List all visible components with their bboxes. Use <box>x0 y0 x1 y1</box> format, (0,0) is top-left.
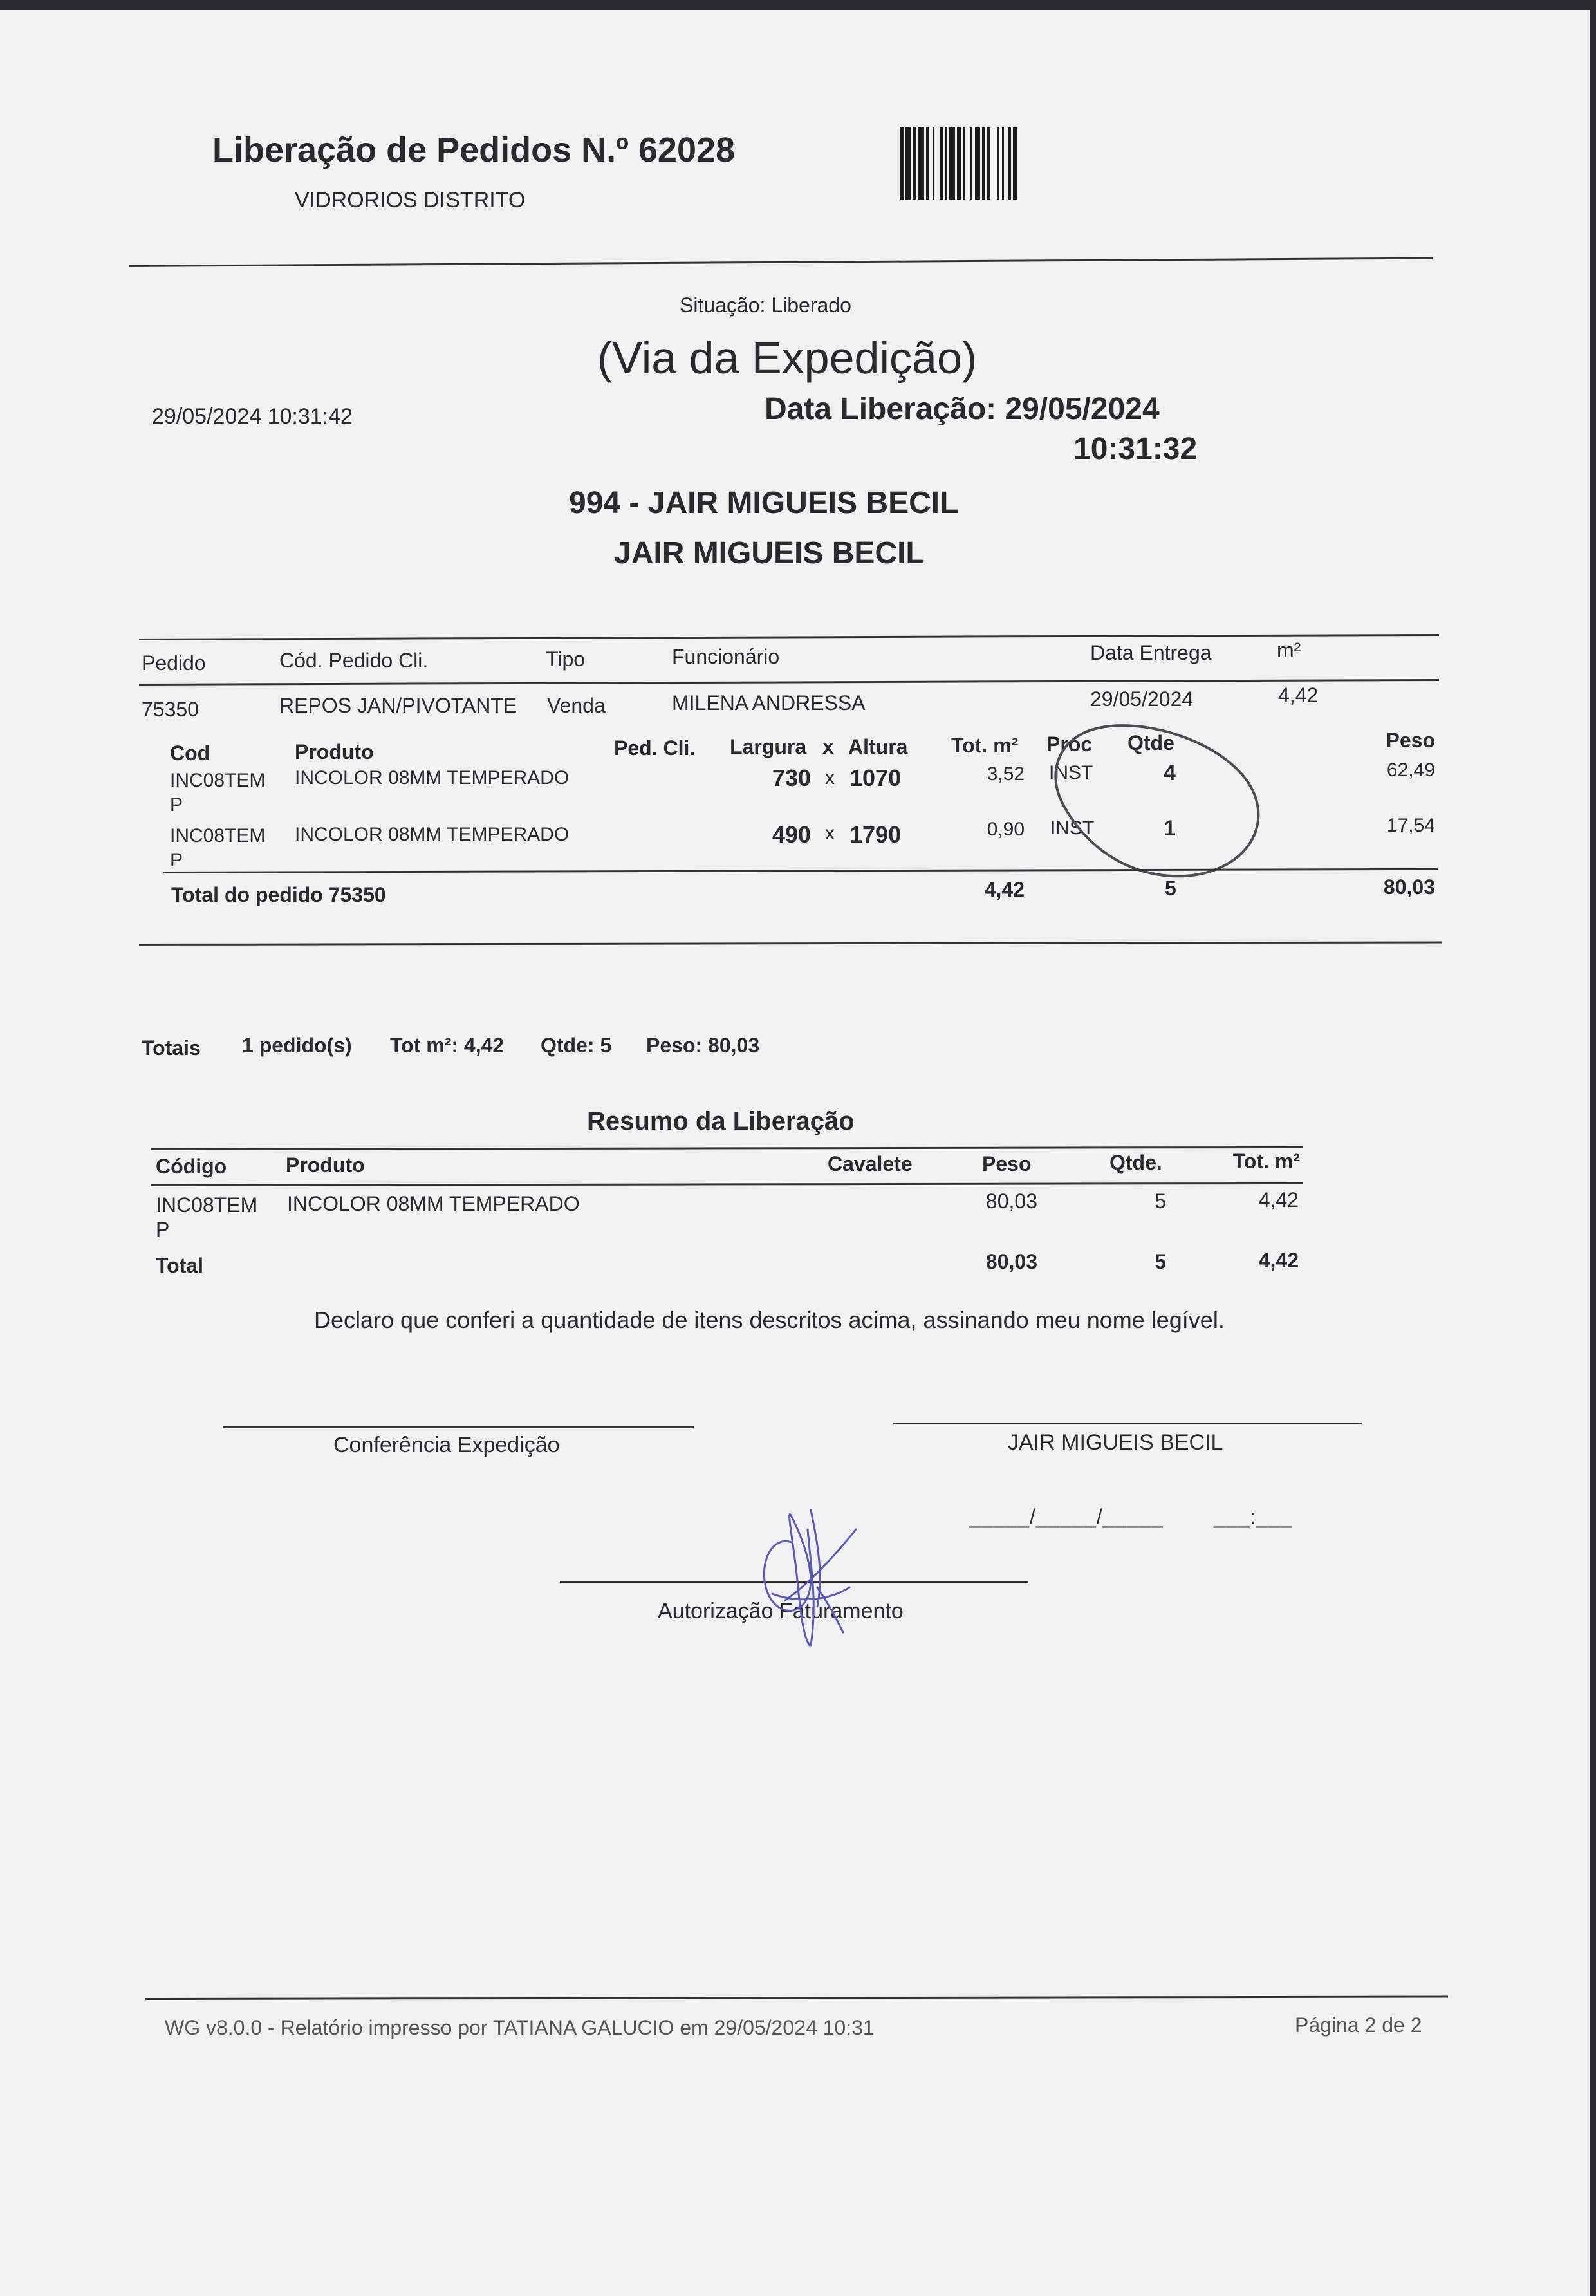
header-divider <box>129 257 1433 267</box>
order-total-qtde: 5 <box>1165 877 1176 900</box>
data-liberacao-time: 10:31:32 <box>1073 432 1198 466</box>
item-cod: INC08TEM <box>170 825 266 846</box>
resumo-col-produto: Produto <box>286 1153 365 1177</box>
item-col-largura: Largura <box>730 735 807 758</box>
order-total-label: Total do pedido 75350 <box>171 883 386 906</box>
item-x: x <box>825 767 835 789</box>
item-produto: INCOLOR 08MM TEMPERADO <box>295 824 570 845</box>
client-name: JAIR MIGUEIS BECIL <box>614 536 925 570</box>
resumo-codigo-cont: P <box>156 1218 170 1241</box>
document-page <box>0 10 1590 2296</box>
handwritten-signature <box>747 1491 875 1658</box>
pen-ellipse-mark <box>1043 718 1274 886</box>
col-pedido: Pedido <box>142 651 206 675</box>
item-cod-cont: P <box>170 850 183 871</box>
item-largura: 730 <box>772 765 811 791</box>
totais-peso: Peso: 80,03 <box>646 1034 760 1057</box>
order-pedido: 75350 <box>142 698 199 721</box>
item-qtde: 4 <box>1164 761 1176 785</box>
resumo-col-tot-m2: Tot. m² <box>1232 1150 1300 1173</box>
footer-line <box>145 1995 1448 2000</box>
footer-report-info: WG v8.0.0 - Relatório impresso por TATIANA GALUCIO em 29/05/2024 10:31 <box>165 2016 875 2039</box>
client-code-name: 994 - JAIR MIGUEIS BECIL <box>569 486 959 520</box>
footer-page-number: Página 2 de 2 <box>1295 2013 1422 2037</box>
order-data-entrega: 29/05/2024 <box>1090 687 1194 711</box>
col-funcionario: Funcionário <box>672 645 780 668</box>
resumo-title: Resumo da Liberação <box>587 1107 855 1135</box>
totais-pedidos: 1 pedido(s) <box>242 1034 352 1057</box>
item-col-ped-cli: Ped. Cli. <box>614 736 696 760</box>
order-funcionario: MILENA ANDRESSA <box>672 691 866 714</box>
resumo-produto: INCOLOR 08MM TEMPERADO <box>287 1192 580 1215</box>
order-total-peso: 80,03 <box>1383 875 1435 899</box>
date-blank: _____/_____/_____ <box>969 1505 1164 1528</box>
col-tipo: Tipo <box>546 648 586 671</box>
resumo-total-label: Total <box>156 1254 204 1277</box>
print-datetime: 29/05/2024 10:31:42 <box>152 404 353 429</box>
resumo-qtde: 5 <box>1155 1190 1166 1213</box>
item-largura: 490 <box>772 821 811 848</box>
totais-qtde: Qtde: 5 <box>541 1034 612 1057</box>
resumo-top-line <box>151 1146 1303 1150</box>
order-m2: 4,42 <box>1278 684 1319 707</box>
item-cod-cont: P <box>170 794 183 816</box>
item-col-tot-m2: Tot. m² <box>951 734 1019 757</box>
item-col-altura: Altura <box>848 735 908 758</box>
resumo-codigo: INC08TEM <box>156 1193 258 1217</box>
resumo-total-tot-m2: 4,42 <box>1258 1249 1299 1272</box>
totais-m2: Tot m²: 4,42 <box>390 1034 505 1057</box>
col-m2: m² <box>1277 639 1301 662</box>
order-table-header-line <box>139 679 1439 686</box>
resumo-col-codigo: Código <box>156 1155 227 1178</box>
resumo-peso: 80,03 <box>985 1190 1037 1213</box>
resumo-total-peso: 80,03 <box>985 1250 1037 1273</box>
via-label: (Via da Expedição) <box>597 333 978 383</box>
order-section-end-line <box>139 941 1442 946</box>
resumo-col-qtde: Qtde. <box>1109 1151 1162 1174</box>
item-tot-m2: 0,90 <box>987 819 1025 840</box>
situacao: Situação: Liberado <box>680 294 851 317</box>
declaration-text: Declaro que conferi a quantidade de itens descritos acima, assinando meu nome legível. <box>314 1307 1225 1333</box>
col-data-entrega: Data Entrega <box>1090 641 1212 664</box>
item-col-peso: Peso <box>1386 729 1435 752</box>
order-tipo: Venda <box>547 694 606 717</box>
col-cod-pedido-cli: Cód. Pedido Cli. <box>279 649 429 672</box>
document-title: Liberação de Pedidos N.º 62028 <box>212 131 736 169</box>
item-proc: INST <box>1050 817 1095 839</box>
client-signature-line <box>893 1423 1362 1424</box>
time-blank: ___:___ <box>1214 1505 1293 1528</box>
resumo-col-peso: Peso <box>982 1152 1032 1175</box>
item-col-proc: Proc <box>1046 733 1093 756</box>
conferencia-signature-line <box>223 1426 694 1428</box>
item-col-cod: Cod <box>170 742 210 765</box>
item-col-produto: Produto <box>295 740 374 763</box>
item-produto: INCOLOR 08MM TEMPERADO <box>295 767 570 789</box>
item-col-qtde: Qtde <box>1127 731 1174 754</box>
barcode <box>898 116 1130 200</box>
order-table-top-line <box>139 634 1439 640</box>
conferencia-label: Conferência Expedição <box>333 1433 560 1457</box>
resumo-total-qtde: 5 <box>1155 1250 1166 1273</box>
item-tot-m2: 3,52 <box>987 763 1025 785</box>
order-cod-pedido-cli: REPOS JAN/PIVOTANTE <box>279 694 517 717</box>
totais-label: Totais <box>142 1036 201 1059</box>
autorizacao-label: Autorização Faturamento <box>658 1599 904 1623</box>
resumo-header-line <box>151 1182 1303 1186</box>
item-altura: 1070 <box>849 765 902 791</box>
item-x: x <box>825 823 835 844</box>
resumo-col-cavalete: Cavalete <box>828 1152 913 1175</box>
item-altura: 1790 <box>849 821 902 848</box>
item-cod: INC08TEM <box>170 770 266 791</box>
item-peso: 62,49 <box>1386 760 1435 781</box>
item-peso: 17,54 <box>1386 815 1435 836</box>
resumo-tot-m2: 4,42 <box>1258 1188 1299 1211</box>
company-name: VIDRORIOS DISTRITO <box>295 188 526 212</box>
item-col-x: x <box>822 735 834 758</box>
data-liberacao: Data Liberação: 29/05/2024 <box>765 392 1160 426</box>
client-signature-label: JAIR MIGUEIS BECIL <box>1008 1430 1223 1455</box>
item-proc: INST <box>1049 762 1093 783</box>
item-qtde: 1 <box>1164 816 1176 841</box>
order-total-m2: 4,42 <box>984 878 1025 901</box>
